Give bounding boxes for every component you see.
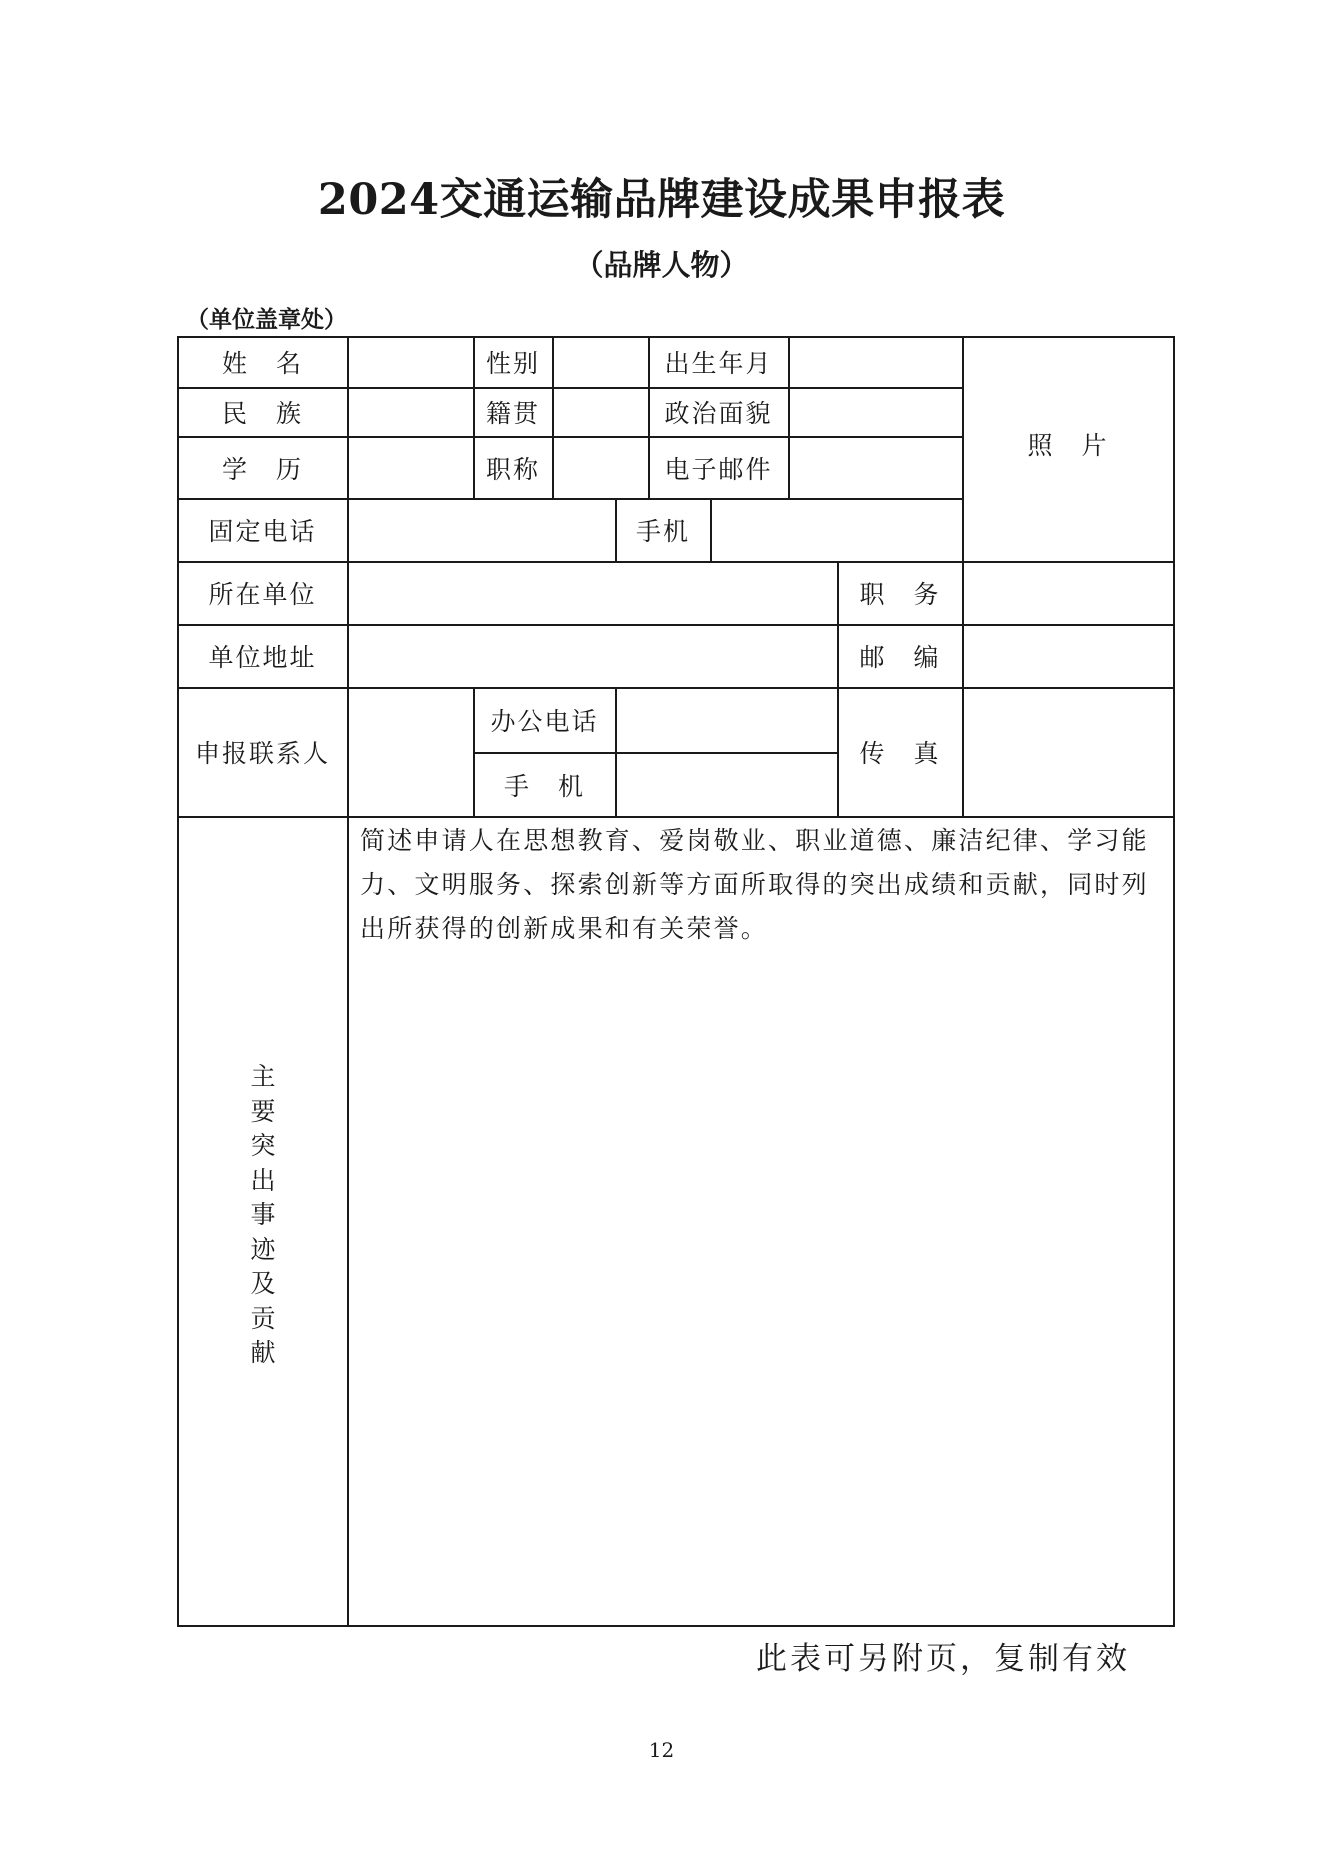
label-birth-date: 出生年月	[664, 349, 773, 378]
document-subtitle: （品牌人物）	[574, 248, 749, 282]
address-field[interactable]	[348, 625, 837, 687]
footer-note: 此表可另附页，复制有效	[756, 1641, 1130, 1677]
education-field[interactable]	[348, 437, 473, 498]
label-achievements	[178, 1060, 348, 1371]
achievements-field[interactable]	[348, 950, 1173, 1625]
native-place-field[interactable]	[553, 388, 648, 436]
label-title: 职称	[485, 454, 540, 484]
table-rule	[177, 816, 1175, 818]
title-field[interactable]	[553, 437, 648, 498]
label-achievements-char: 出	[250, 1165, 276, 1195]
label-office-phone: 办公电话	[490, 707, 599, 736]
label-native-place: 籍贯	[485, 399, 540, 428]
label-achievements-char: 要	[250, 1096, 276, 1126]
stamp-note: （单位盖章处）	[186, 306, 347, 333]
label-photo: 照 片	[1027, 431, 1109, 460]
label-fax: 传 真	[859, 739, 941, 768]
landline-field[interactable]	[348, 499, 615, 561]
label-political-status: 政治面貌	[664, 399, 773, 428]
label-ethnicity: 民 族	[221, 399, 303, 428]
label-mobile: 手机	[635, 517, 690, 546]
contact-mobile-field[interactable]	[616, 753, 837, 816]
label-landline: 固定电话	[208, 517, 317, 546]
employer-field[interactable]	[348, 562, 837, 624]
political-status-field[interactable]	[789, 388, 962, 436]
contact-person-field[interactable]	[348, 688, 473, 816]
table-border-right	[1173, 336, 1175, 1626]
postcode-field[interactable]	[963, 625, 1173, 687]
label-achievements-char: 主	[250, 1062, 276, 1091]
label-contact-person: 申报联系人	[194, 739, 330, 768]
position-field[interactable]	[963, 562, 1173, 624]
label-position: 职 务	[859, 580, 941, 609]
email-field[interactable]	[789, 437, 962, 498]
gender-field[interactable]	[553, 337, 648, 387]
label-achievements-char: 贡	[250, 1303, 276, 1333]
label-postcode: 邮 编	[859, 643, 941, 672]
label-achievements-char: 献	[250, 1338, 276, 1367]
office-phone-field[interactable]	[616, 688, 837, 752]
label-employer: 所在单位	[208, 580, 317, 609]
label-achievements-char: 事	[250, 1200, 276, 1229]
fax-field[interactable]	[963, 688, 1173, 816]
mobile-field[interactable]	[711, 499, 962, 561]
page-number: 12	[648, 1738, 675, 1762]
label-email: 电子邮件	[664, 454, 773, 484]
label-address: 单位地址	[208, 643, 317, 672]
label-achievements-char: 及	[250, 1269, 276, 1298]
name-field[interactable]	[348, 337, 473, 387]
label-education: 学 历	[221, 454, 303, 484]
ethnicity-field[interactable]	[348, 388, 473, 436]
label-achievements-char: 迹	[250, 1234, 276, 1264]
table-border-bottom	[177, 1625, 1175, 1627]
label-contact-mobile: 手 机	[503, 771, 585, 801]
birth-date-field[interactable]	[789, 337, 962, 387]
achievements-guide-text: 简述申请人在思想教育、爱岗敬业、职业道德、廉洁纪律、学习能力、文明服务、探索创新等方面所取得的突出成绩和贡献，同时列出所获得的创新成果和有关荣誉。	[360, 826, 1149, 943]
label-achievements-char: 突	[250, 1131, 276, 1160]
label-gender: 性别	[485, 349, 540, 378]
document-title: 2024交通运输品牌建设成果申报表	[317, 175, 1006, 225]
label-name: 姓 名	[221, 349, 303, 378]
